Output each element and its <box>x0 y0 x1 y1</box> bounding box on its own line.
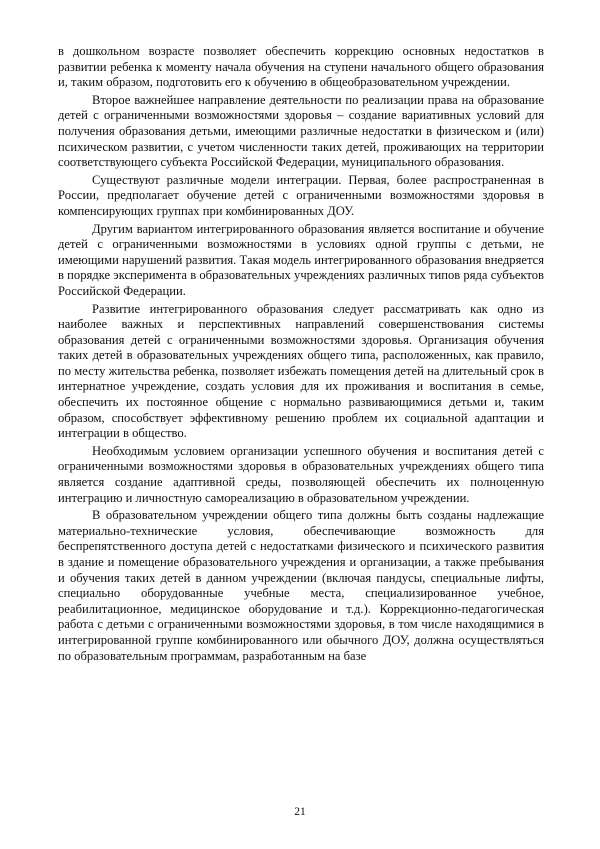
paragraph-material-conditions: В образовательном учреждении общего типа должны быть созданы надлежащие материально-технические условия, обеспечивающие возможность для беспрепятственного доступа детей с недостатками физического и психического развития в здание и помещение образовательного учреждения и организации, а также пребывания и обучения таких детей в данном учреждении (включая пандусы, специальные лифты, специально оборудованные учебные места, специализированное учебное, реабилитационное, медицинское оборудование и т.д.). Коррекционно-педагогическая работа с детьми с ограниченными возможностями здоровья, в том числе находящимися в интегрированной группе комбинированного или обычного ДОУ, должна осуществляться по образовательным программам, разработанным на базе <box>58 508 544 663</box>
document-page <box>58 44 544 664</box>
paragraph-integrated-development: Развитие интегрированного образования следует рассматривать как одно из наиболее важных и перспективных направлений совершенствования системы образования детей с ограниченными возможностями здоровья. Организация обучения таких детей в образовательных учреждениях общего типа, расположенных, как правило, по месту жительства ребенка, позволяет избежать помещения детей на длительный срок в интернатное учреждение, создать условия для их проживания и воспитания в семье, обеспечить их постоянное общение с нормально развивающимися детьми и, таким образом, способствует эффективному решению проблем их социальной адаптации и интеграции в общество. <box>58 301 544 441</box>
paragraph-continuation: в дошкольном возрасте позволяет обеспечить коррекцию основных недостатков в развитии ребенка к моменту начала обучения на ступени начального общего образования и, таким образом, подготовить его к обучению в общеобразовательном учреждении. <box>58 44 544 90</box>
page-number: 21 <box>294 806 306 818</box>
paragraph-integrated-variant: Другим вариантом интегрированного образования является воспитание и обучение детей с ограниченными возможностями в условиях одной группы с детьми, не имеющими нарушений развития. Такая модель интегрированного образования внедряется в порядке эксперимента в образовательных учреждениях различных типов ряда субъектов Российской Федерации. <box>58 221 544 298</box>
paragraph-integration-models: Существуют различные модели интеграции. Первая, более распространенная в России, предполагает обучение детей с ограниченными возможностями здоровья в компенсирующих группах при комбинированных ДОУ. <box>58 172 544 218</box>
paragraph-adaptive-environment: Необходимым условием организации успешного обучения и воспитания детей с ограниченными возможностями здоровья в образовательных учреждениях общего типа является создание адаптивной среды, позволяющей обеспечить их полноценную интеграцию и личностную самореализацию в образовательном учреждении. <box>58 443 544 505</box>
paragraph-variative-conditions: Второе важнейшее направление деятельности по реализации права на образование детей с ограниченными возможностями здоровья – создание вариативных условий для получения образования детьми, имеющими различные недостатки в физическом и (или) психическом развитии, с учетом численности таких детей, проживающих на территории соответствующего субъекта Российской Федерации, муниципального образования. <box>58 92 544 170</box>
